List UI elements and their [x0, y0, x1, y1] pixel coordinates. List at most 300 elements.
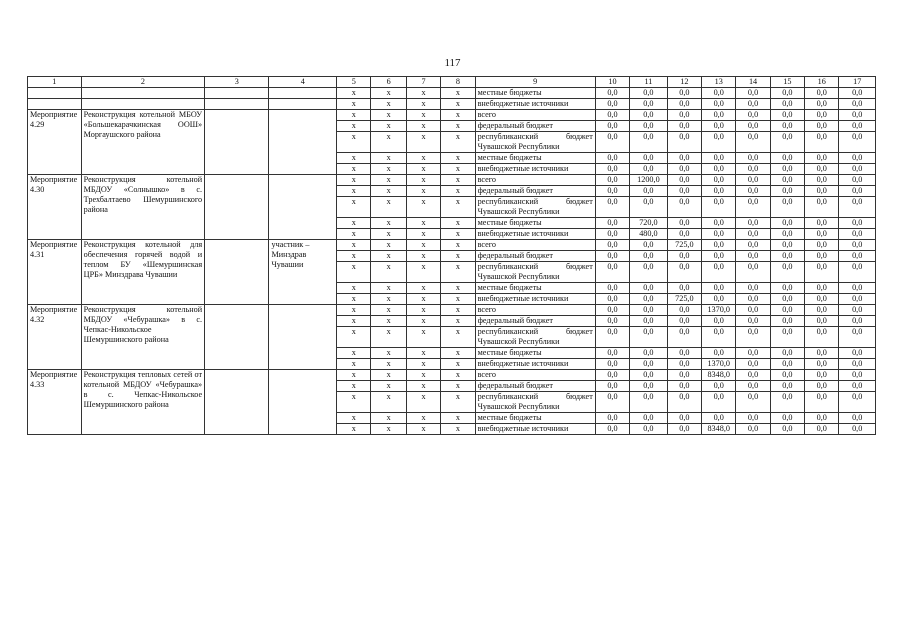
value-cell: 0,0 — [702, 110, 736, 121]
value-cell: 0,0 — [630, 88, 668, 99]
funding-source: местные бюджеты — [475, 348, 595, 359]
value-cell: 1370,0 — [702, 359, 736, 370]
value-cell: 0,0 — [736, 186, 770, 197]
value-cell: 0,0 — [736, 327, 770, 348]
code-cell: х — [406, 240, 440, 251]
value-cell: 0,0 — [595, 370, 629, 381]
value-cell: 0,0 — [770, 175, 804, 186]
value-cell: 0,0 — [667, 164, 701, 175]
code-cell: х — [441, 370, 475, 381]
value-cell: 0,0 — [839, 305, 876, 316]
code-cell: х — [371, 164, 406, 175]
value-cell: 0,0 — [630, 370, 668, 381]
code-cell: х — [371, 424, 406, 435]
value-cell: 0,0 — [630, 413, 668, 424]
value-cell: 0,0 — [667, 229, 701, 240]
header-row — [28, 77, 876, 88]
value-cell: 0,0 — [667, 99, 701, 110]
value-cell: 0,0 — [702, 132, 736, 153]
value-cell: 0,0 — [805, 392, 839, 413]
funding-source: республиканский бюджет Чувашской Республики — [475, 197, 595, 218]
code-cell: х — [406, 186, 440, 197]
value-cell: 0,0 — [770, 88, 804, 99]
value-cell: 0,0 — [805, 218, 839, 229]
value-cell: 0,0 — [736, 175, 770, 186]
column-header: 17 — [839, 77, 876, 88]
value-cell: 0,0 — [839, 88, 876, 99]
value-cell: 0,0 — [667, 121, 701, 132]
code-cell: х — [406, 327, 440, 348]
value-cell: 0,0 — [839, 424, 876, 435]
value-cell: 0,0 — [630, 110, 668, 121]
funding-source: республиканский бюджет Чувашской Республики — [475, 327, 595, 348]
funding-source: внебюджетные источники — [475, 229, 595, 240]
value-cell: 0,0 — [595, 110, 629, 121]
value-cell: 0,0 — [667, 218, 701, 229]
value-cell: 0,0 — [839, 175, 876, 186]
code-cell: х — [406, 132, 440, 153]
value-cell: 0,0 — [667, 153, 701, 164]
value-cell: 8348,0 — [702, 424, 736, 435]
value-cell: 0,0 — [770, 370, 804, 381]
value-cell: 0,0 — [805, 229, 839, 240]
value-cell: 0,0 — [702, 164, 736, 175]
empty-cell — [205, 99, 269, 110]
value-cell: 0,0 — [702, 283, 736, 294]
value-cell: 0,0 — [839, 153, 876, 164]
value-cell: 0,0 — [770, 305, 804, 316]
value-cell: 0,0 — [839, 99, 876, 110]
value-cell: 0,0 — [630, 305, 668, 316]
value-cell: 0,0 — [630, 121, 668, 132]
value-cell: 0,0 — [839, 229, 876, 240]
column-header: 3 — [205, 77, 269, 88]
value-cell: 0,0 — [702, 392, 736, 413]
value-cell: 0,0 — [770, 121, 804, 132]
value-cell: 0,0 — [595, 229, 629, 240]
value-cell: 0,0 — [630, 186, 668, 197]
value-cell: 0,0 — [630, 99, 668, 110]
code-cell: х — [371, 121, 406, 132]
value-cell: 0,0 — [667, 132, 701, 153]
value-cell: 0,0 — [630, 132, 668, 153]
value-cell: 0,0 — [839, 110, 876, 121]
value-cell: 0,0 — [805, 88, 839, 99]
value-cell: 0,0 — [736, 413, 770, 424]
code-cell: х — [371, 283, 406, 294]
value-cell: 0,0 — [595, 283, 629, 294]
value-cell: 0,0 — [630, 392, 668, 413]
value-cell: 0,0 — [702, 381, 736, 392]
code-cell: х — [337, 186, 371, 197]
code-cell: х — [406, 110, 440, 121]
value-cell: 0,0 — [702, 88, 736, 99]
code-cell: х — [406, 359, 440, 370]
responsible-executor — [205, 370, 269, 435]
value-cell: 0,0 — [805, 348, 839, 359]
code-cell: х — [337, 262, 371, 283]
value-cell: 0,0 — [702, 186, 736, 197]
funding-source: местные бюджеты — [475, 413, 595, 424]
code-cell: х — [371, 305, 406, 316]
value-cell: 0,0 — [667, 413, 701, 424]
value-cell: 0,0 — [702, 229, 736, 240]
measure-label: Мероприятие 4.30 — [28, 175, 82, 240]
code-cell: х — [337, 229, 371, 240]
code-cell: х — [441, 186, 475, 197]
code-cell: х — [406, 283, 440, 294]
code-cell: х — [371, 381, 406, 392]
measure-description: Реконструкция тепловых сетей от котельной МБДОУ «Чебурашка» в с. Чепкас-Никольское Шемуршинского района — [81, 370, 204, 435]
code-cell: х — [441, 132, 475, 153]
column-header: 13 — [702, 77, 736, 88]
funding-source: местные бюджеты — [475, 283, 595, 294]
value-cell: 0,0 — [839, 218, 876, 229]
value-cell: 0,0 — [770, 294, 804, 305]
value-cell: 0,0 — [702, 316, 736, 327]
code-cell: х — [441, 153, 475, 164]
value-cell: 0,0 — [805, 262, 839, 283]
value-cell: 0,0 — [839, 121, 876, 132]
code-cell: х — [406, 294, 440, 305]
value-cell: 0,0 — [770, 348, 804, 359]
value-cell: 0,0 — [595, 424, 629, 435]
value-cell: 0,0 — [702, 413, 736, 424]
value-cell: 0,0 — [702, 121, 736, 132]
measure-label: Мероприятие 4.29 — [28, 110, 82, 175]
code-cell: х — [371, 413, 406, 424]
value-cell: 0,0 — [630, 424, 668, 435]
value-cell: 0,0 — [805, 153, 839, 164]
code-cell: х — [337, 359, 371, 370]
value-cell: 0,0 — [595, 413, 629, 424]
funding-source: внебюджетные источники — [475, 164, 595, 175]
value-cell: 0,0 — [805, 359, 839, 370]
value-cell: 0,0 — [595, 132, 629, 153]
code-cell: х — [441, 283, 475, 294]
value-cell: 0,0 — [736, 88, 770, 99]
code-cell: х — [337, 424, 371, 435]
value-cell: 0,0 — [702, 197, 736, 218]
value-cell: 0,0 — [839, 359, 876, 370]
code-cell: х — [406, 424, 440, 435]
value-cell: 0,0 — [702, 262, 736, 283]
value-cell: 0,0 — [805, 381, 839, 392]
responsible-executor — [205, 110, 269, 175]
code-cell: х — [406, 121, 440, 132]
participant — [269, 370, 337, 435]
value-cell: 0,0 — [702, 218, 736, 229]
code-cell: х — [441, 88, 475, 99]
empty-cell — [81, 99, 204, 110]
measure-label: Мероприятие 4.32 — [28, 305, 82, 370]
table-row — [28, 370, 876, 381]
value-cell: 0,0 — [702, 348, 736, 359]
code-cell: х — [441, 110, 475, 121]
code-cell: х — [441, 99, 475, 110]
value-cell: 0,0 — [770, 197, 804, 218]
code-cell: х — [441, 381, 475, 392]
value-cell: 0,0 — [839, 283, 876, 294]
value-cell: 0,0 — [770, 381, 804, 392]
value-cell: 0,0 — [667, 251, 701, 262]
value-cell: 0,0 — [736, 229, 770, 240]
value-cell: 0,0 — [702, 99, 736, 110]
code-cell: х — [337, 88, 371, 99]
value-cell: 0,0 — [839, 327, 876, 348]
value-cell: 0,0 — [770, 132, 804, 153]
value-cell: 0,0 — [805, 164, 839, 175]
value-cell: 0,0 — [667, 283, 701, 294]
code-cell: х — [441, 359, 475, 370]
value-cell: 0,0 — [595, 164, 629, 175]
code-cell: х — [371, 88, 406, 99]
table-row — [28, 305, 876, 316]
funding-source: всего — [475, 370, 595, 381]
program-table — [27, 76, 876, 435]
measure-description: Реконструкция котельной для обеспечения горячей водой и теплом БУ «Шемуршинская ЦРБ» Минздрава Чувашии — [81, 240, 204, 305]
value-cell: 0,0 — [736, 240, 770, 251]
funding-source: всего — [475, 305, 595, 316]
value-cell: 0,0 — [667, 305, 701, 316]
code-cell: х — [441, 251, 475, 262]
value-cell: 0,0 — [770, 99, 804, 110]
code-cell: х — [337, 392, 371, 413]
value-cell: 0,0 — [770, 262, 804, 283]
code-cell: х — [371, 153, 406, 164]
value-cell: 0,0 — [805, 186, 839, 197]
code-cell: х — [441, 348, 475, 359]
column-header: 14 — [736, 77, 770, 88]
value-cell: 0,0 — [667, 262, 701, 283]
funding-source: республиканский бюджет Чувашской Республики — [475, 392, 595, 413]
column-header: 4 — [269, 77, 337, 88]
funding-source: внебюджетные источники — [475, 99, 595, 110]
value-cell: 0,0 — [595, 316, 629, 327]
measure-label: Мероприятие 4.33 — [28, 370, 82, 435]
value-cell: 0,0 — [770, 229, 804, 240]
value-cell: 0,0 — [702, 294, 736, 305]
code-cell: х — [337, 305, 371, 316]
value-cell: 0,0 — [630, 153, 668, 164]
code-cell: х — [441, 240, 475, 251]
value-cell: 0,0 — [839, 348, 876, 359]
code-cell: х — [337, 348, 371, 359]
value-cell: 0,0 — [595, 99, 629, 110]
value-cell: 0,0 — [770, 251, 804, 262]
participant — [269, 175, 337, 240]
value-cell: 0,0 — [770, 413, 804, 424]
code-cell: х — [371, 370, 406, 381]
responsible-executor — [205, 175, 269, 240]
code-cell: х — [371, 359, 406, 370]
code-cell: х — [406, 413, 440, 424]
code-cell: х — [406, 175, 440, 186]
code-cell: х — [441, 305, 475, 316]
code-cell: х — [371, 132, 406, 153]
value-cell: 0,0 — [839, 132, 876, 153]
value-cell: 0,0 — [770, 240, 804, 251]
value-cell: 1200,0 — [630, 175, 668, 186]
code-cell: х — [441, 262, 475, 283]
value-cell: 0,0 — [595, 121, 629, 132]
value-cell: 0,0 — [736, 294, 770, 305]
participant — [269, 110, 337, 175]
value-cell: 0,0 — [736, 121, 770, 132]
table-row — [28, 88, 876, 99]
code-cell: х — [337, 370, 371, 381]
value-cell: 0,0 — [736, 99, 770, 110]
code-cell: х — [337, 110, 371, 121]
measure-label: Мероприятие 4.31 — [28, 240, 82, 305]
empty-cell — [28, 88, 82, 99]
code-cell: х — [441, 175, 475, 186]
funding-source: федеральный бюджет — [475, 316, 595, 327]
funding-source: всего — [475, 175, 595, 186]
value-cell: 0,0 — [805, 327, 839, 348]
empty-cell — [81, 88, 204, 99]
funding-source: федеральный бюджет — [475, 186, 595, 197]
responsible-executor — [205, 240, 269, 305]
value-cell: 0,0 — [805, 294, 839, 305]
funding-source: внебюджетные источники — [475, 424, 595, 435]
code-cell: х — [337, 381, 371, 392]
value-cell: 0,0 — [770, 316, 804, 327]
funding-source: внебюджетные источники — [475, 359, 595, 370]
value-cell: 0,0 — [770, 392, 804, 413]
value-cell: 0,0 — [839, 186, 876, 197]
value-cell: 0,0 — [630, 240, 668, 251]
responsible-executor — [205, 305, 269, 370]
code-cell: х — [371, 175, 406, 186]
value-cell: 0,0 — [736, 305, 770, 316]
value-cell: 480,0 — [630, 229, 668, 240]
column-header: 7 — [406, 77, 440, 88]
code-cell: х — [406, 88, 440, 99]
value-cell: 0,0 — [630, 197, 668, 218]
value-cell: 0,0 — [805, 121, 839, 132]
funding-source: федеральный бюджет — [475, 381, 595, 392]
value-cell: 0,0 — [770, 110, 804, 121]
funding-source: всего — [475, 110, 595, 121]
value-cell: 0,0 — [667, 316, 701, 327]
code-cell: х — [406, 99, 440, 110]
value-cell: 0,0 — [839, 251, 876, 262]
value-cell: 0,0 — [702, 327, 736, 348]
value-cell: 0,0 — [736, 262, 770, 283]
value-cell: 0,0 — [839, 164, 876, 175]
value-cell: 0,0 — [770, 153, 804, 164]
code-cell: х — [406, 392, 440, 413]
column-header: 2 — [81, 77, 204, 88]
column-header: 9 — [475, 77, 595, 88]
table-row — [28, 175, 876, 186]
value-cell: 0,0 — [667, 359, 701, 370]
code-cell: х — [406, 262, 440, 283]
value-cell: 0,0 — [770, 218, 804, 229]
column-header: 15 — [770, 77, 804, 88]
value-cell: 0,0 — [736, 153, 770, 164]
value-cell: 0,0 — [770, 186, 804, 197]
value-cell: 0,0 — [839, 413, 876, 424]
code-cell: х — [441, 327, 475, 348]
value-cell: 0,0 — [630, 327, 668, 348]
value-cell: 0,0 — [805, 132, 839, 153]
value-cell: 0,0 — [736, 218, 770, 229]
code-cell: х — [371, 218, 406, 229]
value-cell: 0,0 — [839, 370, 876, 381]
column-header: 5 — [337, 77, 371, 88]
value-cell: 0,0 — [595, 392, 629, 413]
value-cell: 0,0 — [667, 424, 701, 435]
participant — [269, 305, 337, 370]
column-header: 6 — [371, 77, 406, 88]
value-cell: 0,0 — [667, 88, 701, 99]
code-cell: х — [406, 305, 440, 316]
value-cell: 0,0 — [736, 392, 770, 413]
value-cell: 0,0 — [595, 348, 629, 359]
value-cell: 0,0 — [667, 370, 701, 381]
value-cell: 0,0 — [595, 218, 629, 229]
code-cell: х — [441, 316, 475, 327]
code-cell: х — [337, 413, 371, 424]
value-cell: 0,0 — [805, 175, 839, 186]
value-cell: 0,0 — [805, 99, 839, 110]
value-cell: 0,0 — [595, 88, 629, 99]
code-cell: х — [371, 262, 406, 283]
value-cell: 0,0 — [805, 316, 839, 327]
funding-source: местные бюджеты — [475, 218, 595, 229]
code-cell: х — [406, 381, 440, 392]
value-cell: 0,0 — [736, 381, 770, 392]
value-cell: 0,0 — [630, 164, 668, 175]
code-cell: х — [371, 348, 406, 359]
value-cell: 0,0 — [805, 251, 839, 262]
column-header: 16 — [805, 77, 839, 88]
value-cell: 0,0 — [667, 327, 701, 348]
funding-source: местные бюджеты — [475, 88, 595, 99]
code-cell: х — [371, 316, 406, 327]
code-cell: х — [441, 121, 475, 132]
code-cell: х — [337, 175, 371, 186]
code-cell: х — [337, 283, 371, 294]
value-cell: 0,0 — [630, 294, 668, 305]
table-row — [28, 99, 876, 110]
value-cell: 0,0 — [667, 348, 701, 359]
value-cell: 0,0 — [630, 251, 668, 262]
value-cell: 0,0 — [736, 251, 770, 262]
code-cell: х — [371, 251, 406, 262]
value-cell: 0,0 — [805, 110, 839, 121]
code-cell: х — [337, 218, 371, 229]
code-cell: х — [371, 327, 406, 348]
value-cell: 0,0 — [630, 348, 668, 359]
value-cell: 0,0 — [736, 197, 770, 218]
value-cell: 0,0 — [770, 359, 804, 370]
code-cell: х — [371, 392, 406, 413]
value-cell: 0,0 — [702, 175, 736, 186]
funding-source: всего — [475, 240, 595, 251]
value-cell: 0,0 — [805, 413, 839, 424]
funding-source: федеральный бюджет — [475, 121, 595, 132]
code-cell: х — [441, 392, 475, 413]
value-cell: 0,0 — [736, 132, 770, 153]
value-cell: 0,0 — [839, 262, 876, 283]
value-cell: 0,0 — [736, 283, 770, 294]
code-cell: х — [441, 218, 475, 229]
value-cell: 0,0 — [805, 424, 839, 435]
code-cell: х — [337, 294, 371, 305]
